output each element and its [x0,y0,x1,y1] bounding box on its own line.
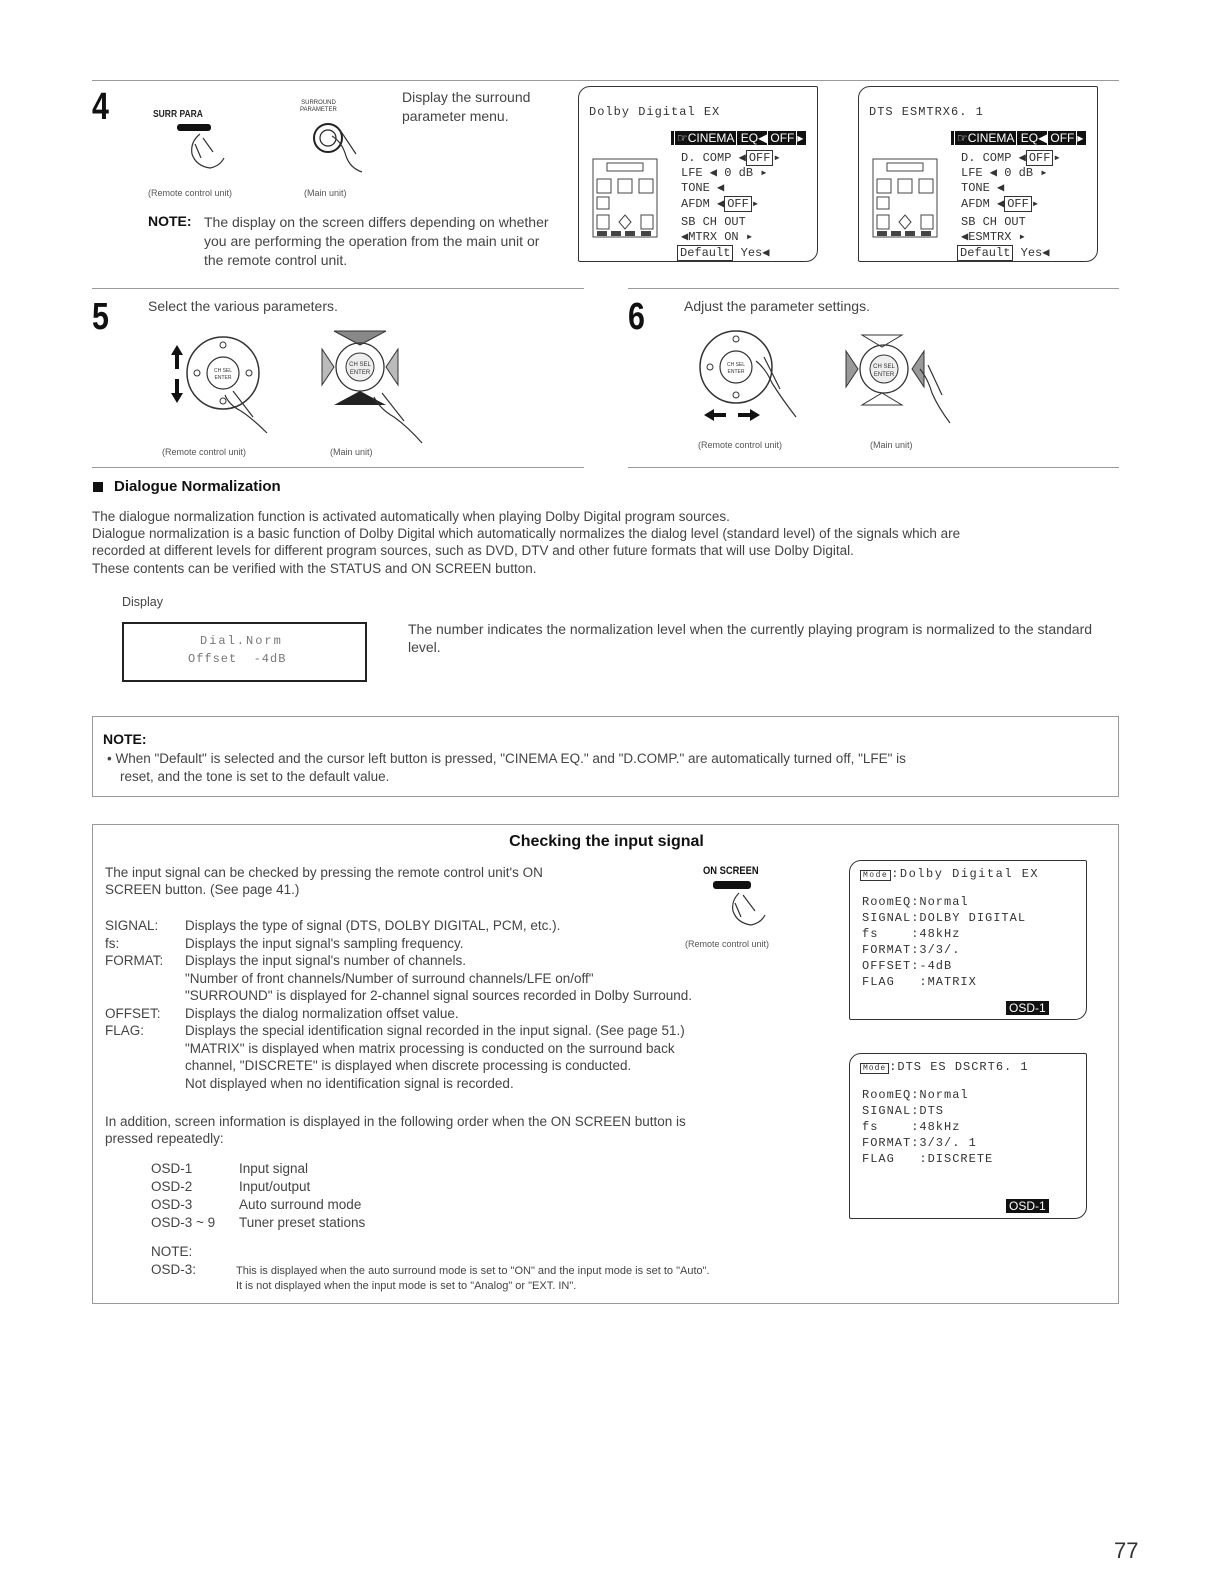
main-unit-left-right-icon [840,325,960,435]
definition-term: OFFSET: [105,1005,161,1021]
osd-title: DTS ESMTRX6. 1 [869,105,984,119]
afdm-row: AFDM ◀ OFF ▸ [961,197,1040,211]
on-screen-button-hand-icon [699,879,789,939]
osd-input-signal-screen-2 [849,1053,1087,1219]
parameter-knob-hand-icon [300,116,380,181]
on-screen-button-label: ON SCREEN [703,865,759,877]
screen-row: SIGNAL:DTS [862,1104,945,1118]
svg-text:ENTER: ENTER [727,369,745,375]
speaker-layout-icon [871,157,941,241]
step-5-top-rule [92,288,584,289]
definition-line: Displays the input signal's sampling frequency. [185,935,464,951]
definition-line: "MATRIX" is displayed when matrix processing is conducted on the surround back [185,1040,675,1056]
step-4-number: 4 [92,86,109,128]
screen-row: SIGNAL:DOLBY DIGITAL [862,911,1027,925]
dialnorm-description: The number indicates the normalization level when the currently playing program is normalized to the standard level. [408,621,1093,655]
default-row: Default Yes◀ [957,246,1049,261]
step-4-note-label: NOTE: [148,213,192,229]
definition-term: fs: [105,935,120,951]
screen1-title: Mode :Dolby Digital EX [860,867,1039,881]
dcomp-row: D. COMP ◀ OFF ▸ [961,151,1061,165]
screen-row: fs :48kHz [862,1120,961,1134]
matrix-mode-row: ◀MTRX ON ▸ [681,230,754,244]
step-6-main-caption: (Main unit) [870,440,913,450]
note-box-line1: • When "Default" is selected and the cursor left button is pressed, "CINEMA EQ." and "D.COMP." are automatically turned off, "LFE" is [107,751,906,766]
svg-text:CH SEL: CH SEL [726,362,746,368]
step-4-remote-caption: (Remote control unit) [148,188,233,198]
screen1-osd-badge: OSD-1 [1006,1001,1049,1015]
dialogue-p2a: Dialogue normalization is a basic function of Dolby Digital which automatically normalizes the dialog level (standard level) of the signals which are [92,526,961,541]
surr-para-label: SURR PARA [153,109,203,120]
note-box-line2: reset, and the tone is set to the default value. [120,769,390,784]
dialnorm-line1: Dial.Norm [200,634,283,648]
page-number: 77 [1114,1538,1139,1563]
main-unit-selector-icon [312,325,432,450]
tone-row: TONE ◀ [681,181,725,195]
top-rule [92,80,1119,81]
addition-line1: In addition, screen information is displayed in the following order when the ON SCREEN button is [105,1114,686,1129]
definition-line: Displays the dialog normalization offset value. [185,1005,459,1021]
enter-label: ENTER [873,372,895,378]
svg-text:ENTER: ENTER [214,375,232,381]
section-bullet-icon [93,482,103,492]
chsel-label: CH SEL [349,362,371,368]
step-5-remote-caption: (Remote control unit) [162,447,247,457]
chsel-label: CH SEL [873,364,895,370]
dialogue-p3: These contents can be verified with the STATUS and ON SCREEN button. [92,561,537,576]
osd-code: OSD-3 ~ 9 [151,1215,216,1230]
step-5-number: 5 [92,296,109,338]
definition-term: FLAG: [105,1023,145,1038]
lfe-row: LFE ◀ 0 dB ▸ [961,166,1048,180]
dialogue-normalization-heading: Dialogue Normalization [114,478,281,495]
input-intro-2: SCREEN button. (See page 41.) [105,882,300,897]
step-6-remote-caption: (Remote control unit) [698,440,783,450]
osd-title: Dolby Digital EX [589,105,721,119]
speaker-layout-icon [591,157,661,241]
osd-description: Input signal [239,1161,309,1176]
step-6-top-rule [628,288,1119,289]
input-intro-1: The input signal can be checked by pressing the remote control unit's ON [105,865,543,880]
definition-term: SIGNAL: [105,918,159,933]
dialogue-p2b: recorded at different levels for different program sources, such as DVD, DTV and other future formats that will use Dolby Digital. [92,543,854,558]
input-note-code: OSD-3: [151,1262,197,1277]
osd-code: OSD-3 [151,1197,193,1212]
step-4-text: Display the surround parameter menu. [402,89,531,124]
definition-line: "SURROUND" is displayed for 2-channel signal sources recorded in Dolby Surround. [185,988,693,1003]
definition-term: FORMAT: [105,953,164,968]
osd-dts-es-matrix-screen [858,86,1098,262]
es-matrix-mode-row: ◀ESMTRX ▸ [961,230,1026,244]
default-row: Default Yes◀ [677,246,769,261]
definition-line: Displays the type of signal (DTS, DOLBY DIGITAL, PCM, etc.). [185,918,561,933]
screen-row: FORMAT:3/3/. 1 [862,1136,977,1150]
osd-description: Tuner preset stations [239,1215,366,1230]
svg-text:CH SEL: CH SEL [213,368,233,374]
osd-description: Auto surround mode [239,1197,362,1212]
step-4-note-text: The display on the screen differs depending on whether you are performing the operation from the main unit or the remote control unit. [204,214,549,268]
step-5-main-caption: (Main unit) [330,447,373,457]
screen-row: FLAG :DISCRETE [862,1152,994,1166]
dialogue-p1: The dialogue normalization function is activated automatically when playing Dolby Digital program sources. [92,509,730,524]
definition-line: Not displayed when no identification signal is recorded. [185,1075,514,1091]
input-note-line2: It is not displayed when the input mode is set to "Analog" or "EXT. IN". [236,1280,577,1292]
osd-input-signal-screen-1 [849,860,1087,1020]
screen-row: FLAG :MATRIX [862,975,977,989]
cinema-eq-bar: ☞CINEMA EQ◀ OFF ▸ [951,131,1086,145]
definition-line: channel, "DISCRETE" is displayed when discrete processing is conducted. [185,1058,632,1073]
screen2-title: Mode :DTS ES DSCRT6. 1 [860,1060,1029,1074]
osd-description: Input/output [239,1179,311,1194]
osd-code: OSD-1 [151,1161,193,1176]
sb-ch-out-row: SB CH OUT [961,215,1026,229]
sb-ch-out-row: SB CH OUT [681,215,746,229]
step-4-main-caption: (Main unit) [304,188,347,198]
screen-row: OFFSET:-4dB [862,959,953,973]
tone-row: TONE ◀ [961,181,1005,195]
osd-dolby-digital-ex-screen [578,86,818,262]
remote-left-right-pad-icon [692,325,812,435]
screen-row: RoomEQ:Normal [862,1088,969,1102]
enter-label: ENTER [349,370,371,376]
step-6-bottom-rule [628,467,1119,468]
cinema-eq-bar: ☞CINEMA EQ◀ OFF ▸ [671,131,806,145]
input-note-line1: This is displayed when the auto surround mode is set to "ON" and the input mode is set to "Auto". [236,1265,710,1277]
dcomp-row: D. COMP ◀ OFF ▸ [681,151,781,165]
note-box-title: NOTE: [103,731,147,747]
surr-para-button-hand-icon [155,122,245,177]
on-screen-remote-caption: (Remote control unit) [685,939,770,949]
addition-line2: pressed repeatedly: [105,1131,224,1146]
step-6-number: 6 [628,296,645,338]
step-5-bottom-rule [92,467,584,468]
afdm-row: AFDM ◀ OFF ▸ [681,197,760,211]
screen-row: FORMAT:3/3/. [862,943,961,957]
note-box [92,716,1119,797]
input-note-label: NOTE: [151,1244,193,1259]
surround-parameter-label: SURROUND PARAMETER [300,100,337,113]
step-6-text: Adjust the parameter settings. [684,298,870,314]
definition-line: "Number of front channels/Number of surround channels/LFE on/off" [185,970,594,986]
dialnorm-display-box [122,622,367,682]
screen-row: RoomEQ:Normal [862,895,969,909]
input-signal-heading: Checking the input signal [509,833,704,850]
step-5-text: Select the various parameters. [148,298,338,314]
screen2-osd-badge: OSD-1 [1006,1199,1049,1213]
osd-code: OSD-2 [151,1179,193,1194]
lfe-row: LFE ◀ 0 dB ▸ [681,166,768,180]
display-label: Display [122,595,163,609]
definition-line: Displays the input signal's number of channels. [185,953,466,968]
remote-cursor-pad-icon [165,325,285,445]
dialnorm-line2: Offset -4dB [188,652,287,666]
definition-line: Displays the special identification signal recorded in the input signal. (See page 51.) [185,1023,685,1038]
input-signal-box [92,824,1119,1304]
screen-row: fs :48kHz [862,927,961,941]
